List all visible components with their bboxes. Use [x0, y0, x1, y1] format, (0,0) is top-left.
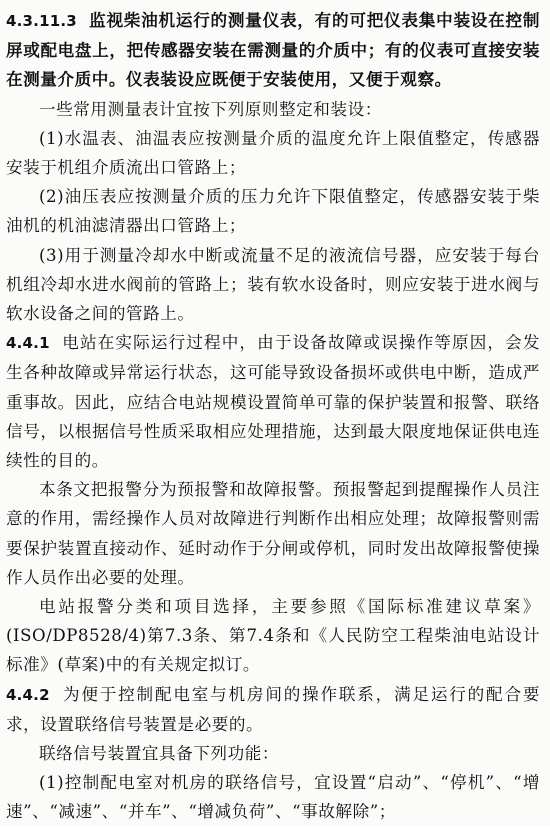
paragraph-text: (2)油压表应按测量介质的压力允许下限值整定，传感器安装于柴油机的机油滤清器出口管路上；: [6, 187, 540, 236]
paragraph-text: 为便于控制配电室与机房间的操作联系，满足运行的配合要求，设置联络信号装置是必要的。: [6, 684, 540, 734]
paragraph-text: 电站报警分类和项目选择，主要参照《国际标准建议草案》(ISO/DP8528/4)第7.3条、第7.4条和《人民防空工程柴油电站设计标准》(草案)中的有关规定拟订。: [6, 597, 540, 675]
paragraph-4-3-11-3: [6, 6, 540, 95]
list-item-signal-1: [6, 768, 540, 826]
paragraph-text: 本条文把报警分为预报警和故障报警。预报警起到提醒操作人员注意的作用，需经操作人员对故障进行判断作出相应处理；故障报警则需要保护装置直接动作、延时动作于分闸或停机，同时发出故障报警使操作人员作出必要的处理。: [6, 480, 540, 587]
paragraph-text: 电站在实际运行过程中，由于设备故障或误操作等原因，会发生各种故障或异常运行状态，这可能导致设备损坏或供电中断，造成严重事故。因此，应结合电站规模设置简单可靠的保护装置和报警、联络信号，以根据信号性质采取相应处理措施，达到最大限度地保证供电连续性的目的。: [6, 333, 540, 471]
paragraph-text: (1)水温表、油温表应按测量介质的温度允许上限值整定，传感器安装于机组介质流出口管路上；: [6, 128, 540, 178]
paragraph-alarm-references: [6, 592, 540, 680]
paragraph-text: 一些常用测量表计宜按下列原则整定和装设：: [39, 99, 382, 119]
paragraph-4-4-1: [6, 328, 540, 475]
paragraph-measurement-intro: [6, 95, 540, 124]
list-item-2: [6, 182, 540, 240]
paragraph-4-4-2: [6, 680, 540, 739]
paragraph-alarm-types: [6, 475, 540, 592]
list-item-3: [6, 241, 540, 329]
list-item-1: [6, 124, 540, 182]
paragraph-text: (3)用于测量冷却水中断或流量不足的液流信号器，应安装于每台机组冷却水进水阀前的管路上；装有软水设备时，则应安装于进水阀与软水设备之间的管路上。: [6, 245, 540, 324]
clause-number: 4.4.2: [6, 685, 50, 704]
clause-number: 4.4.1: [6, 334, 50, 353]
paragraph-text: (1)控制配电室对机房的联络信号，宜设置“启动”、“停机”、“增速”、“减速”、“并车”、“增减负荷”、“事故解除”；: [6, 773, 540, 822]
paragraph-text: 联络信号装置宜具备下列功能：: [39, 744, 280, 764]
clause-number: 4.3.11.3: [6, 12, 77, 30]
paragraph-text: 监视柴油机运行的测量仪表，有的可把仪表集中装设在控制屏或配电盘上，把传感器安装在需测量的介质中；有的仪表可直接安装在测量介质中。仪表装设应既便于安装使用，又便于观察。: [6, 10, 540, 90]
paragraph-signal-functions: [6, 739, 540, 768]
